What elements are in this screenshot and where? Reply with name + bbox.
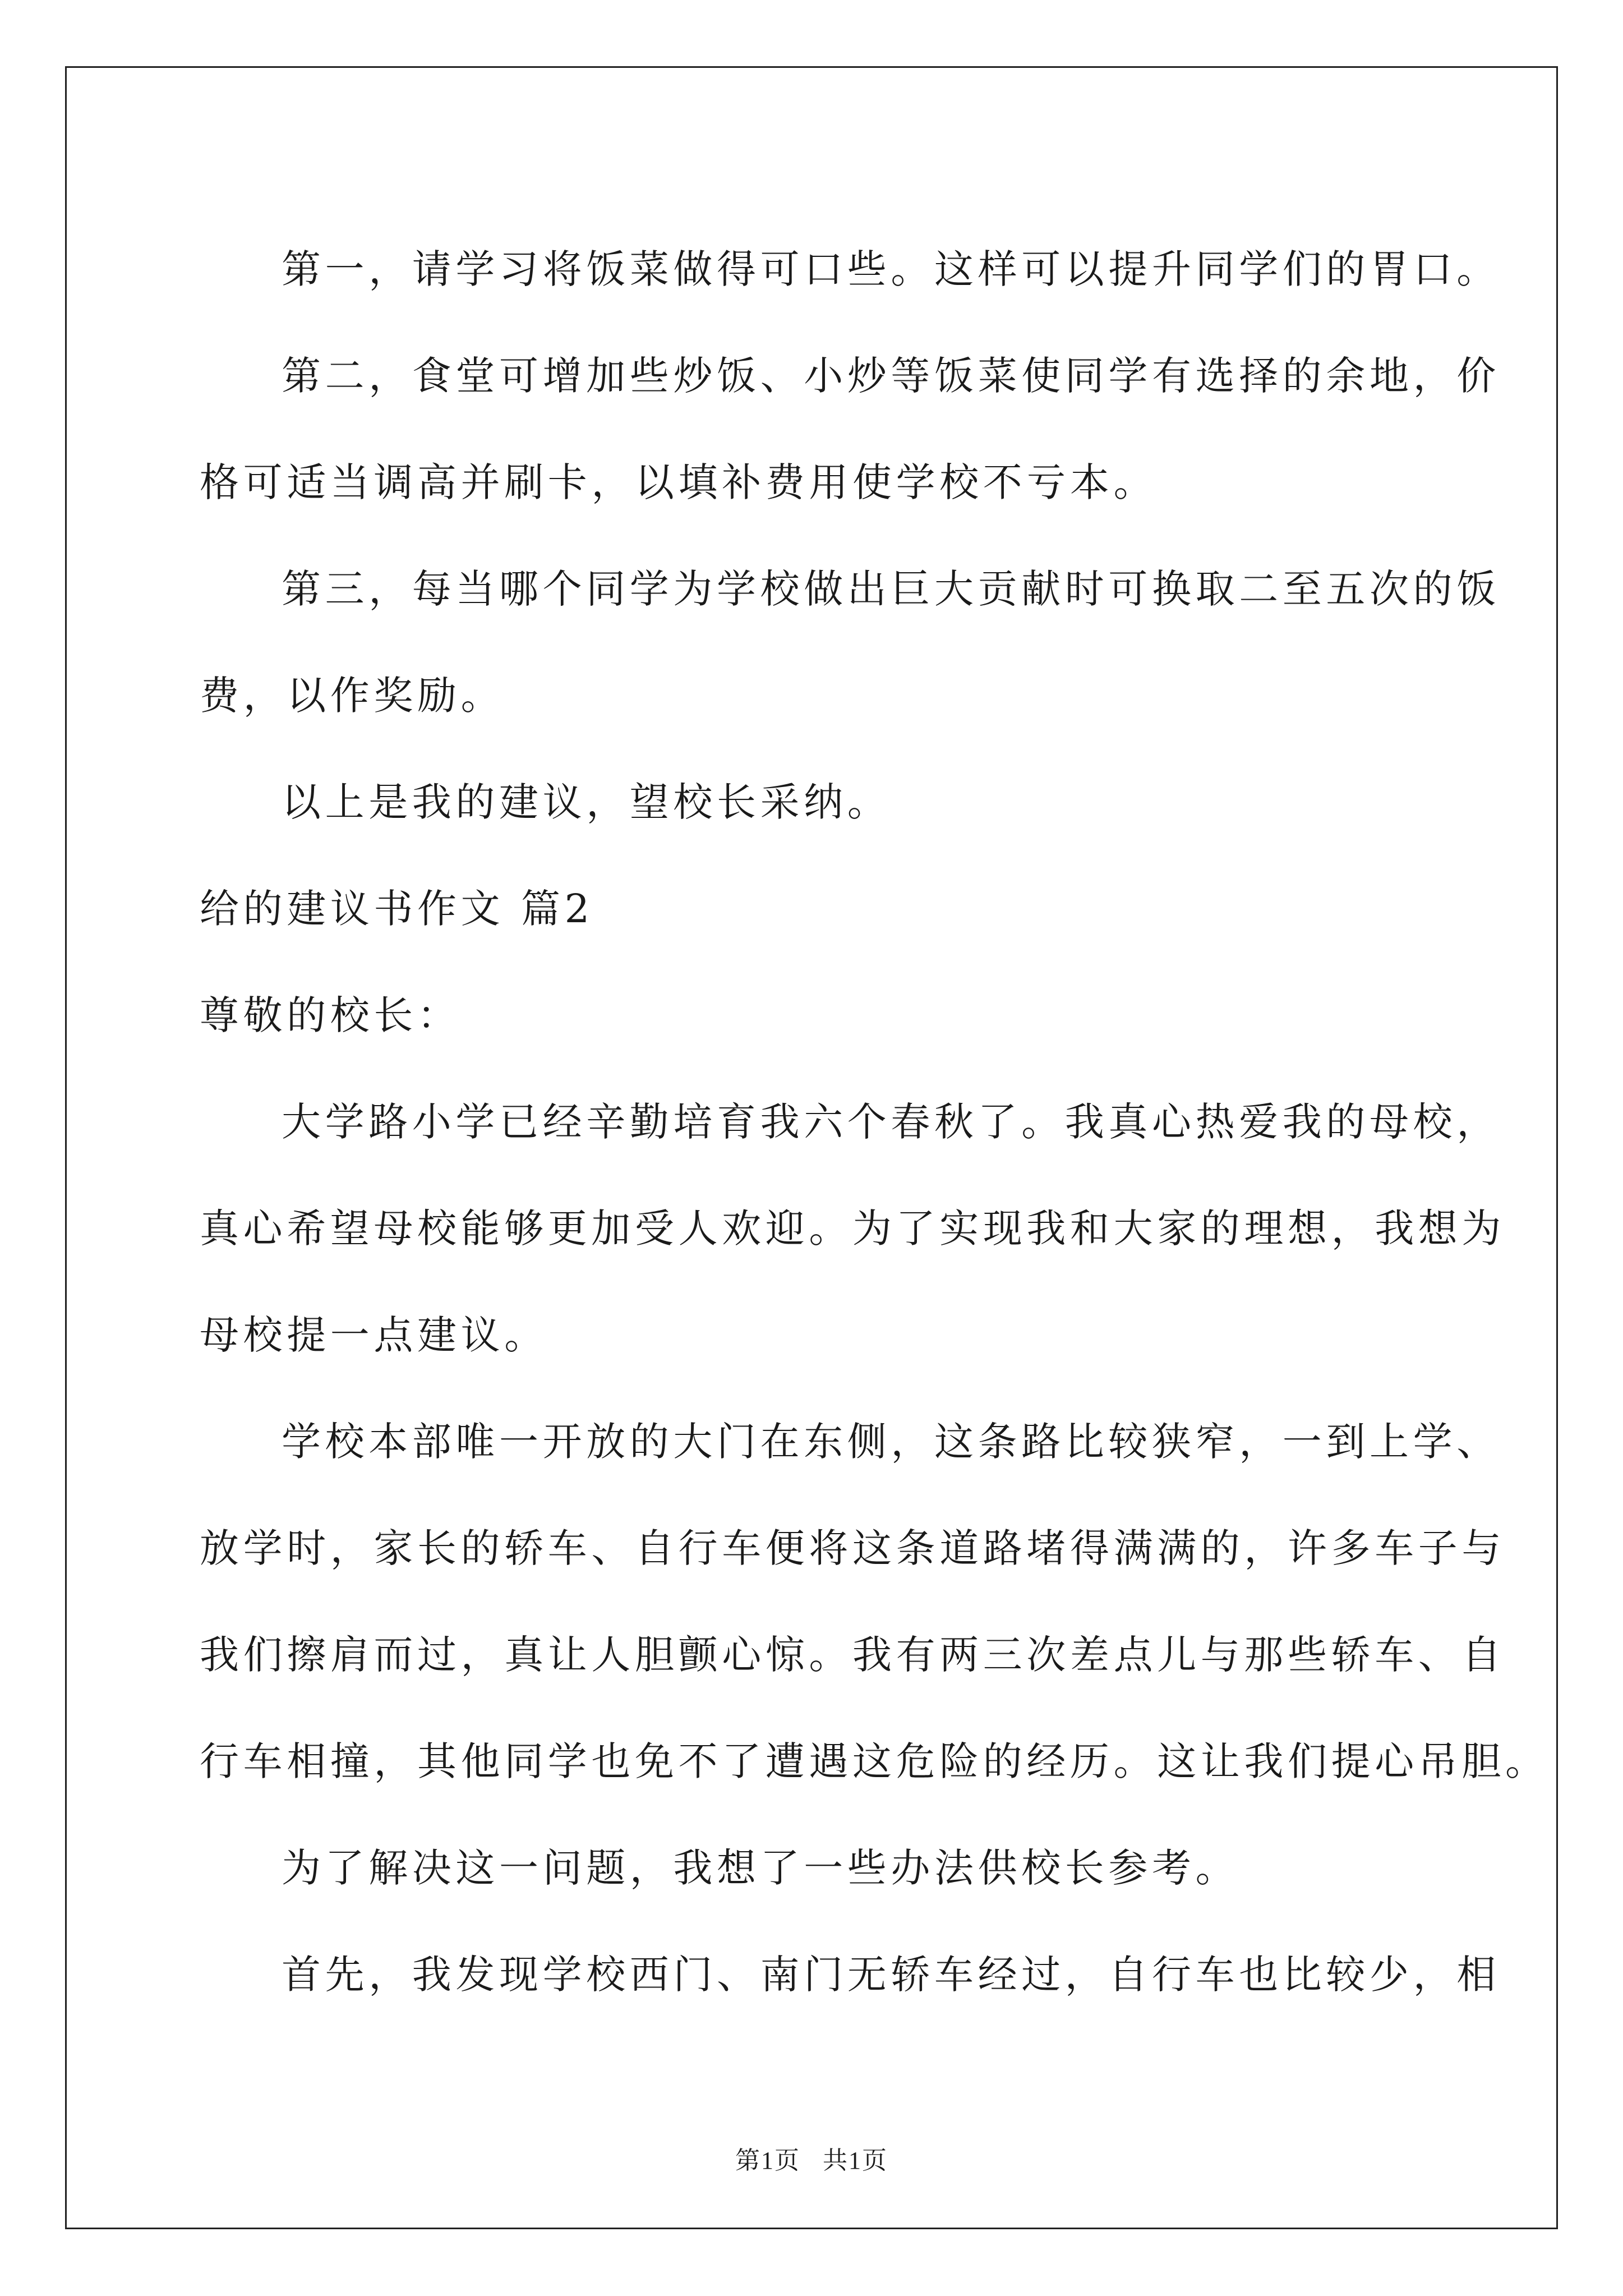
paragraph-line: 我们擦肩而过，真让人胆颤心惊。我有两三次差点儿与那些轿车、自 xyxy=(200,1632,1505,1678)
paragraph-line: 为了解决这一问题，我想了一些办法供校长参考。 xyxy=(282,1845,1239,1891)
paragraph-line: 行车相撞，其他同学也免不了遭遇这危险的经历。这让我们提心吊胆。 xyxy=(200,1738,1549,1784)
paragraph-line: 第三，每当哪个同学为学校做出巨大贡献时可换取二至五次的饭 xyxy=(282,566,1500,612)
paragraph-line: 大学路小学已经辛勤培育我六个春秋了。我真心热爱我的母校， xyxy=(282,1099,1500,1145)
paragraph-line: 首先，我发现学校西门、南门无轿车经过，自行车也比较少，相 xyxy=(282,1952,1500,1998)
section-heading: 给的建议书作文 篇2 xyxy=(200,886,594,932)
document-body xyxy=(200,216,1549,2028)
page-number: 第1页 xyxy=(735,2147,800,2174)
paragraph-line: 真心希望母校能够更加受人欢迎。为了实现我和大家的理想，我想为 xyxy=(200,1205,1505,1251)
paragraph-line: 费，以作奖励。 xyxy=(200,673,505,719)
paragraph-line: 以上是我的建议，望校长采纳。 xyxy=(282,779,891,825)
paragraph-line: 格可适当调高并刷卡，以填补费用使学校不亏本。 xyxy=(200,459,1158,505)
page-total: 共1页 xyxy=(823,2147,888,2174)
paragraph-line: 学校本部唯一开放的大门在东侧，这条路比较狭窄，一到上学、 xyxy=(282,1419,1500,1465)
paragraph-line: 第一，请学习将饭菜做得可口些。这样可以提升同学们的胃口。 xyxy=(282,246,1500,292)
page-footer xyxy=(0,2140,1623,2176)
paragraph-line: 放学时，家长的轿车、自行车便将这条道路堵得满满的，许多车子与 xyxy=(200,1525,1505,1571)
paragraph-line: 第二，食堂可增加些炒饭、小炒等饭菜使同学有选择的余地，价 xyxy=(282,353,1500,399)
paragraph-line: 母校提一点建议。 xyxy=(200,1312,548,1358)
salutation: 尊敬的校长： xyxy=(200,992,461,1038)
